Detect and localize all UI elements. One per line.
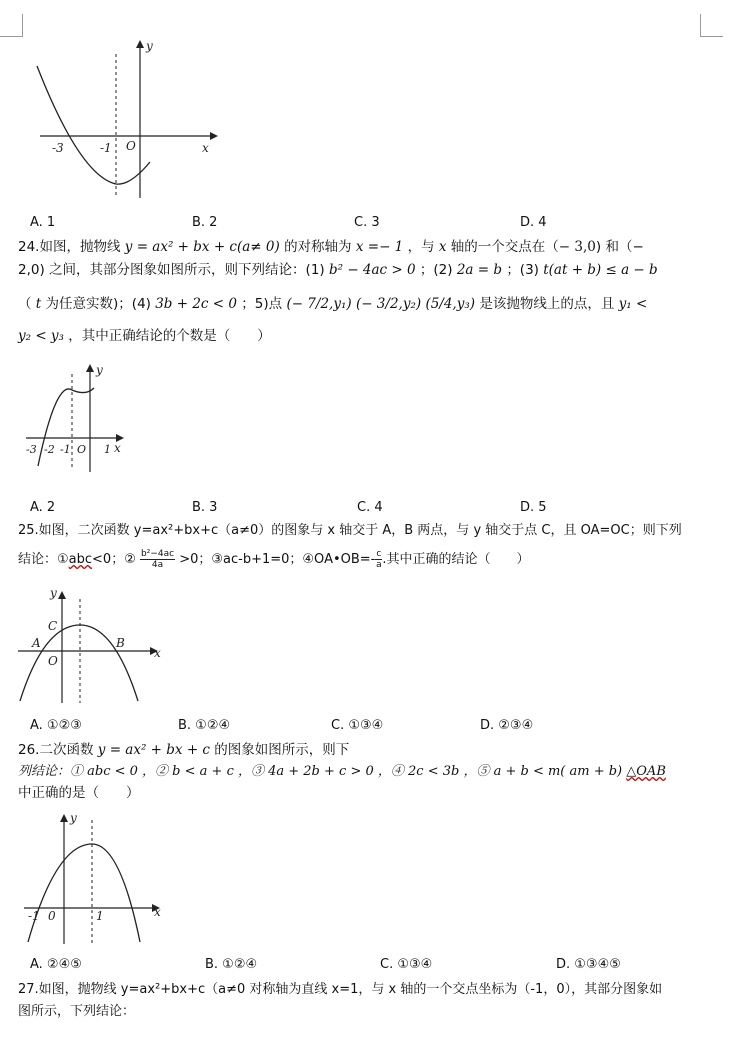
q24-line-2: 2,0) 之间，其部分图象如图所示，则下列结论：(1) b² − 4ac > 0 ；(2) 2a = b ；(3) t(at + b) ≤ a − b [18,262,658,278]
q26-option-d[interactable]: D. ①③④⑤ [556,957,621,972]
q26-option-a[interactable]: A. ②④⑤ [30,957,82,972]
parabola-curve [37,66,150,184]
y-label: y [70,811,77,825]
crop-mark-left [0,14,23,37]
q25-fraction-2: $\frac{c}{a}$ [376,549,382,570]
y-axis-arrow [86,364,94,372]
y-axis-arrow [136,40,144,48]
q25-option-b[interactable]: B. ①②④ [178,718,231,733]
q23-option-d[interactable]: D. 4 [520,215,547,230]
origin-label: O [77,443,87,456]
q23-option-c[interactable]: C. 3 [354,215,380,230]
point-a-label: A [32,636,41,650]
crop-mark-right [700,14,723,37]
q24-option-c[interactable]: C. 4 [357,500,383,515]
q26-line-1: 26.二次函数 y = ax² + bx + c 的图象如图所示，则下 [18,742,350,758]
q27-line-2: 图所示，下列结论： [18,1004,136,1019]
q26-line-2: 列结论：① abc < 0 ，② b < a + c ，③ 4a + 2b + c > 0 ，④ 2c < 3b ，⑤ a + b < m( am + b) △OAB [18,764,666,779]
q26-option-b[interactable]: B. ①②④ [205,957,258,972]
tick-minus1: -1 [60,443,71,456]
x-label: x [202,141,209,155]
y-label: y [146,39,153,53]
q23-option-b[interactable]: B. 2 [192,215,218,230]
tick-1: 1 [96,909,104,923]
origin-label: O [48,654,58,668]
q25-option-c[interactable]: C. ①③④ [331,718,384,733]
y-axis-arrow [60,814,68,822]
q24-graph [22,360,132,478]
q23-option-a[interactable]: A. 1 [30,215,56,230]
tick-minus3: -3 [52,141,64,155]
q25-option-a[interactable]: A. ①②③ [30,718,82,733]
q25-option-d[interactable]: D. ②③④ [480,718,534,733]
x-label: x [114,441,121,455]
q24-line-1: 24.如图，抛物线 y = ax² + bx + c(a≠ 0) 的对称轴为 x =− 1 ，与 x 轴的一个交点在（− 3,0) 和（− [18,239,644,255]
tick-minus2: -2 [44,443,55,456]
q24-option-b[interactable]: B. 3 [192,500,218,515]
x-label: x [154,905,161,919]
x-label: x [154,646,161,660]
q24-option-d[interactable]: D. 5 [520,500,547,515]
origin-label: O [126,139,136,153]
q26-graph [20,806,170,948]
q23-graph [30,36,220,206]
q24-line-4: y₂ < y₃ ，其中正确结论的个数是（ ） [18,328,271,344]
point-b-label: B [116,636,125,650]
point-c-label: C [48,619,58,633]
q24-line-3: （ t 为任意实数)；(4) 3b + 2c < 0 ；5)点 (− 7/2,y₁) (− 3/2,y₂) (5/4,y₃) 是该抛物线上的点，且 y₁ < [18,296,648,312]
tick-minus1: -1 [100,141,112,155]
q26-line-3: 中正确的是（ ） [18,785,140,801]
q25-line-2: 结论：①abc<0；② $\frac{\text{b²−4ac}}{4a}$ >0；③ac-b+1=0；④OA•OB=- $\frac{c}{a}$ .其中正确的结论（ ） [18,549,530,570]
x-axis-arrow [210,132,218,140]
q26-option-c[interactable]: C. ①③④ [380,957,433,972]
parabola-curve [28,844,140,942]
tick-1: 1 [104,443,111,456]
y-axis-arrow [58,591,66,599]
q27-line-1: 27.如图，抛物线 y=ax²+bx+c（a≠0 对称轴为直线 x=1，与 x 轴的一个交点坐标为（-1，0），其部分图象如 [18,982,663,997]
tick-minus1: -1 [28,909,40,923]
y-label: y [96,363,103,377]
q24-option-a[interactable]: A. 2 [30,500,56,515]
q25-line-1: 25.如图，二次函数 y=ax²+bx+c（a≠0）的图象与 x 轴交于 A，B 两点，与 y 轴交于点 C，且 OA=OC；则下列 [18,523,682,538]
y-label: y [50,586,57,600]
origin-label: 0 [48,909,56,923]
q25-graph [14,585,174,707]
tick-minus3: -3 [26,443,37,456]
q25-fraction-1: $\frac{\text{b²−4ac}}{4a}$ [141,549,175,570]
